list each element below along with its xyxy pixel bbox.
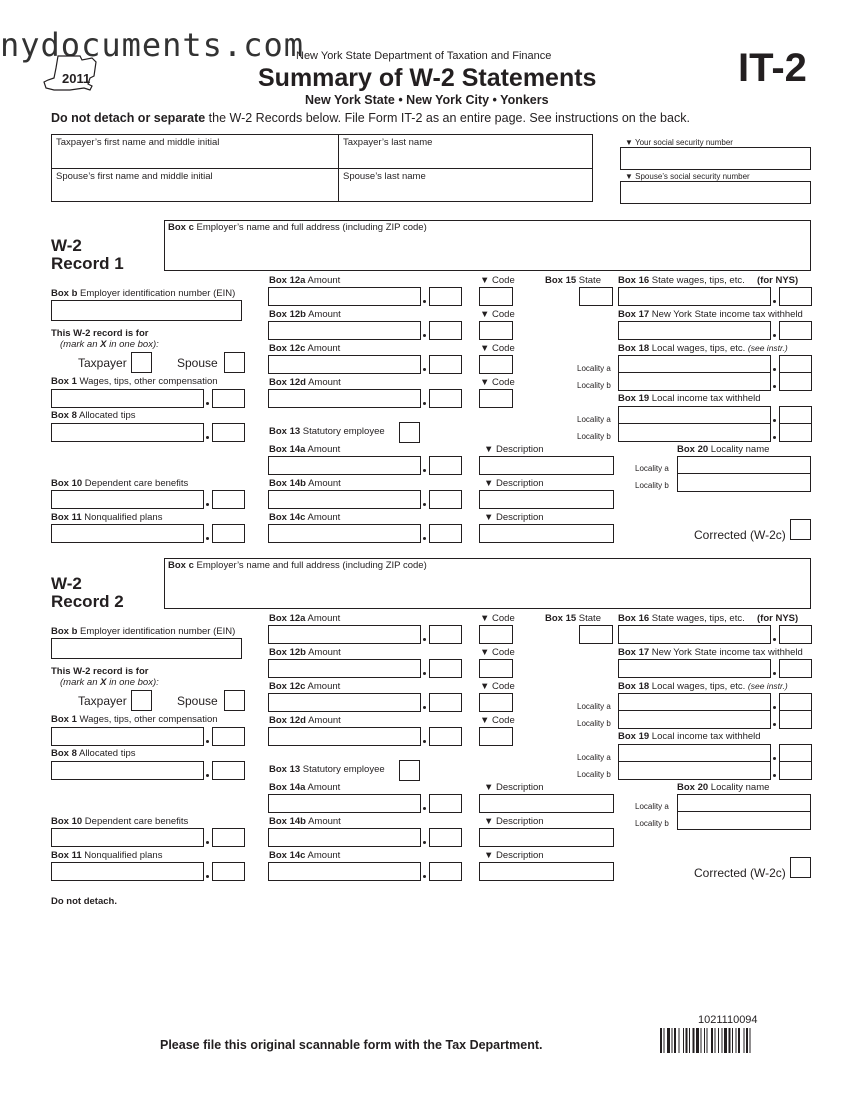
box-19-locality-a-label: Locality a [577,415,611,424]
department-name: New York State Department of Taxation and Finance [296,50,552,62]
box14b-description-label: ▼ Description [484,816,544,827]
spouse-option-label: Spouse [177,694,218,708]
decimal-dot [206,774,209,777]
box14c-amount-cents[interactable] [429,862,462,881]
box-b-label [51,626,235,637]
box12d-label: Box 12d Amount [269,715,341,726]
box12c-amount-dollars[interactable] [268,693,421,712]
watermark: nydocuments.com [0,26,304,64]
box14c-amount-dollars[interactable] [268,862,421,881]
box-8-allocated-tips-cents[interactable] [212,761,245,780]
box-c-label-num: Box c [168,222,194,233]
box-15-label [545,613,601,624]
box-20-locality-a-label: Locality a [635,464,669,473]
for-nys-label: (for NYS) [757,275,799,286]
box-8-label-num: Box 8 [51,410,77,421]
box12c-label: Box 12c Amount [269,681,341,692]
w2-label: W-2 [51,574,82,593]
box-17-label-text: New York State income tax withheld [649,647,803,658]
box-19-locality-a-label: Locality a [577,753,611,762]
box-18-locality-b-cents[interactable] [779,710,812,729]
box14c-description-field[interactable] [479,862,614,881]
taxpayer-first-name-label: Taxpayer’s first name and middle initial [56,137,220,148]
decimal-dot [206,740,209,743]
box-b-label-text: Employer identification number (EIN) [77,626,236,637]
spouse-first-name-label: Spouse’s first name and middle initial [56,171,213,182]
box12d-label: Box 12d Amount [269,377,341,388]
w2-label: W-2 [51,236,82,255]
taxpayer-option-label: Taxpayer [78,694,127,708]
box-10-dependent-care-dollars[interactable] [51,828,204,847]
box12a-code-field[interactable] [479,625,513,644]
box-18-label: Box 18 Local wages, tips, etc. (see instr.) [618,343,788,354]
box-16-label-num: Box 16 [618,275,650,286]
instr-rest: the W-2 Records below. File Form IT-2 as an entire page. See instructions on the back. [205,111,690,125]
record-label: Record 2 [51,592,124,611]
decimal-dot [206,841,209,844]
box-c-label-text: Employer’s name and full address (including ZIP code) [193,222,427,233]
box14c-description-label: ▼ Description [484,512,544,523]
barcode-number: 1021110094 [698,1014,758,1026]
box-20-label [677,782,769,793]
box14b-label: Box 14b Amount [269,816,341,827]
box14a-label: Box 14a Amount [269,444,341,455]
box-17-label-num: Box 17 [618,647,650,658]
box-10-label-text: Dependent care benefits [82,816,189,827]
box12a-amount-dollars[interactable] [268,625,421,644]
box12a-code-label: ▼ Code [480,613,515,624]
box-13-label-text: Statutory employee [300,764,385,775]
box12d-code-field[interactable] [479,727,513,746]
box14a-label: Box 14a Amount [269,782,341,793]
box-20-locality-b-field[interactable] [677,811,811,830]
box-20-label-num: Box 20 [677,444,709,455]
decimal-dot [773,672,776,675]
box-16-label-text: State wages, tips, etc. [649,613,745,624]
box-1-wages-dollars[interactable] [51,727,204,746]
box-10-label [51,816,188,827]
box-13-label-num: Box 13 [269,426,301,437]
box12b-amount-cents[interactable] [429,659,462,678]
box14a-amount-dollars[interactable] [268,794,421,813]
tax-year: 2011 [62,71,91,86]
box-13-label-num: Box 13 [269,764,301,775]
box12c-amount-cents[interactable] [429,693,462,712]
decimal-dot [423,807,426,810]
box-20-locality-b-label: Locality b [635,819,669,828]
box-15-label-num: Box 15 [545,613,577,624]
box-18-locality-b-label: Locality b [577,381,611,390]
box14b-description-label: ▼ Description [484,478,544,489]
taxpayer-last-name-label: Taxpayer’s last name [343,137,433,148]
do-not-detach-label: Do not detach. [51,896,117,907]
box-20-label-text: Locality name [708,782,770,793]
taxpayer-checkbox[interactable] [131,690,152,711]
box-b-label-text: Employer identification number (EIN) [77,288,236,299]
box-19-locality-b-dollars[interactable] [618,761,771,780]
box12b-code-label: ▼ Code [480,647,515,658]
decimal-dot [773,757,776,760]
box-11-label-num: Box 11 [51,850,82,861]
box-c-label [168,560,427,571]
box-8-label-num: Box 8 [51,748,77,759]
ssn-label: ▼ Your social security number [625,138,733,147]
box-1-label-num: Box 1 [51,376,77,387]
decimal-dot [423,740,426,743]
box14a-description-field[interactable] [479,794,614,813]
box-19-locality-b-label: Locality b [577,770,611,779]
spouse-last-name-label: Spouse’s last name [343,171,426,182]
box-19-label [618,731,761,742]
box-c-label-num: Box c [168,560,194,571]
box12d-amount-cents[interactable] [429,727,462,746]
form-id: IT-2 [738,46,807,90]
decimal-dot [773,774,776,777]
box-11-nonqualified-cents[interactable] [212,862,245,881]
box12a-label: Box 12a Amount [269,613,341,624]
decimal-dot [423,841,426,844]
box-19-locality-b-label: Locality b [577,432,611,441]
decimal-dot [206,875,209,878]
box-16-label [618,613,745,624]
decimal-dot [423,638,426,641]
spouse-ssn-label: ▼ Spouse’s social security number [625,172,750,181]
box-16-state-wages-dollars[interactable] [618,625,771,644]
box-19-label-text: Local income tax withheld [649,393,761,404]
ein-field[interactable] [51,638,242,659]
box-18-locality-a-label: Locality a [577,702,611,711]
box-8-label-text: Allocated tips [76,410,136,421]
box14a-amount-cents[interactable] [429,794,462,813]
box-11-label-text: Nonqualified plans [81,512,163,523]
box12a-amount-cents[interactable] [429,625,462,644]
box12c-code-field[interactable] [479,693,513,712]
box14a-description-label: ▼ Description [484,444,544,455]
box-18-label: Box 18 Local wages, tips, etc. (see instr.) [618,681,788,692]
box-16-label-text: State wages, tips, etc. [649,275,745,286]
box-10-label-num: Box 10 [51,478,83,489]
box14a-description-label: ▼ Description [484,782,544,793]
box-8-allocated-tips-dollars[interactable] [51,761,204,780]
box-8-label-text: Allocated tips [76,748,136,759]
decimal-dot [423,706,426,709]
box14c-label: Box 14c Amount [269,850,341,861]
taxpayer-option-label: Taxpayer [78,356,127,370]
box12c-code-label: ▼ Code [480,681,515,692]
box14c-description-label: ▼ Description [484,850,544,861]
box-11-label [51,850,162,861]
box-18-locality-b-label: Locality b [577,719,611,728]
corrected-w2c-label: Corrected (W-2c) [694,528,786,542]
box-20-locality-b-label: Locality b [635,481,669,490]
box-17-label-num: Box 17 [618,309,650,320]
box-15-label-text: State [576,613,601,624]
box-17-label [618,647,803,658]
box-c-label-text: Employer’s name and full address (including ZIP code) [193,560,427,571]
box-20-label-text: Locality name [708,444,770,455]
box-b-label-num: Box b [51,626,78,637]
box12b-label: Box 12b Amount [269,647,341,658]
box12d-code-label: ▼ Code [480,715,515,726]
footer-note: Please file this original scannable form with the Tax Department. [160,1038,543,1052]
box-1-label-text: Wages, tips, other compensation [76,714,218,725]
decimal-dot [423,875,426,878]
box12d-amount-dollars[interactable] [268,727,421,746]
box-20-label-num: Box 20 [677,782,709,793]
record-label: Record 1 [51,254,124,273]
decimal-dot [773,638,776,641]
box-1-label-text: Wages, tips, other compensation [76,376,218,387]
spouse-option-label: Spouse [177,356,218,370]
box12a-code-label: ▼ Code [480,275,515,286]
box-20-locality-a-label: Locality a [635,802,669,811]
box12d-code-label: ▼ Code [480,377,515,388]
box-17-nys-tax-dollars[interactable] [618,659,771,678]
form-title: Summary of W-2 Statements [258,64,597,92]
mark-instruction: (mark an X in one box): [60,339,159,350]
box-1-label-num: Box 1 [51,714,77,725]
box-18-locality-b-dollars[interactable] [618,710,771,729]
box-13-label-text: Statutory employee [300,426,385,437]
mark-instruction: (mark an X in one box): [60,677,159,688]
box12b-code-field[interactable] [479,659,513,678]
box-13-label [269,764,385,775]
box-11-label-num: Box 11 [51,512,82,523]
box12c-label: Box 12c Amount [269,343,341,354]
box-16-label-num: Box 16 [618,613,650,624]
box12b-code-label: ▼ Code [480,309,515,320]
box-16-state-wages-cents[interactable] [779,625,812,644]
box12b-amount-dollars[interactable] [268,659,421,678]
box-15-label-text: State [576,275,601,286]
instr-bold: Do not detach or separate [51,111,206,125]
decimal-dot [423,672,426,675]
decimal-dot [773,706,776,709]
box-11-label-text: Nonqualified plans [81,850,163,861]
box14b-amount-dollars[interactable] [268,828,421,847]
box14b-amount-cents[interactable] [429,828,462,847]
box-19-label-text: Local income tax withheld [649,731,761,742]
record-for-label: This W-2 record is for [51,666,149,677]
box-19-label-num: Box 19 [618,731,650,742]
box14b-description-field[interactable] [479,828,614,847]
barcode [660,1028,800,1053]
corrected-w2c-checkbox[interactable] [790,857,811,878]
corrected-w2c-label: Corrected (W-2c) [694,866,786,880]
box-11-nonqualified-dollars[interactable] [51,862,204,881]
box12c-code-label: ▼ Code [480,343,515,354]
record-for-label: This W-2 record is for [51,328,149,339]
statutory-employee-checkbox[interactable] [399,760,420,781]
box-1-label [51,714,218,725]
box-10-label-num: Box 10 [51,816,83,827]
box14c-label: Box 14c Amount [269,512,341,523]
form-subtitle: New York State • New York City • Yonkers [305,93,549,107]
box-10-dependent-care-cents[interactable] [212,828,245,847]
box-15-state-field[interactable] [579,625,613,644]
spouse-checkbox[interactable] [224,690,245,711]
box-17-label-text: New York State income tax withheld [649,309,803,320]
box-19-label-num: Box 19 [618,393,650,404]
box12a-label: Box 12a Amount [269,275,341,286]
for-nys-label: (for NYS) [757,613,799,624]
decimal-dot [773,723,776,726]
box-8-label [51,748,136,759]
box-15-label-num: Box 15 [545,275,577,286]
box-17-nys-tax-cents[interactable] [779,659,812,678]
box12b-label: Box 12b Amount [269,309,341,320]
box14b-label: Box 14b Amount [269,478,341,489]
box-b-label-num: Box b [51,288,78,299]
box-1-wages-cents[interactable] [212,727,245,746]
box-10-label-text: Dependent care benefits [82,478,189,489]
box-18-locality-a-label: Locality a [577,364,611,373]
box-19-locality-b-cents[interactable] [779,761,812,780]
